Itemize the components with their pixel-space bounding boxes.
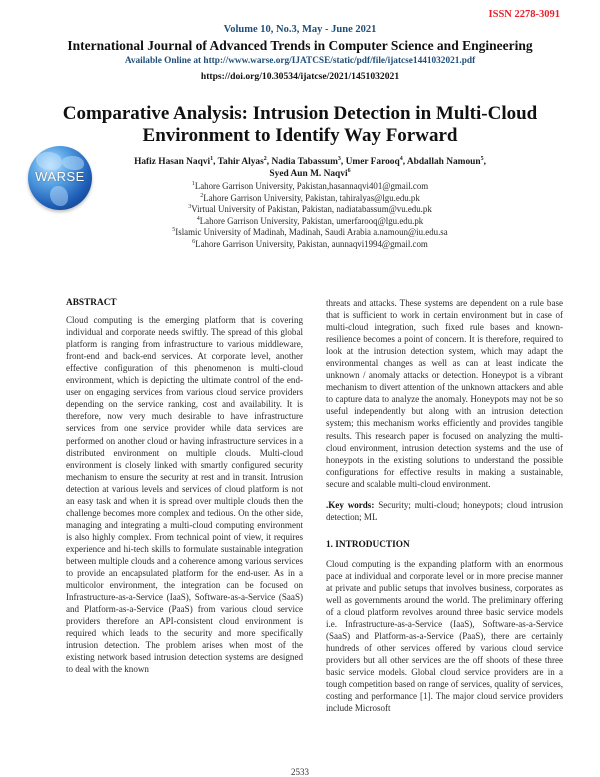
author-list: Hafiz Hasan Naqvi$^1$, Tahir Alyas$^2$, Nadia Tabassum$^3$, Umer Farooq$^4$, Abdallah Namoun$^5$, Syed Aun M. Naqvi$^6$ [134, 155, 486, 179]
author: Umer Farooq$^4$ [345, 155, 403, 167]
keywords [326, 499, 563, 523]
abstract-text-right: threats and attacks. These systems are dependent on a rule base that is sufficient to work in certain environment but in case of multi-cloud integration, such fixed rule bases and known-resilience becomes a point of concern. It is therefore, required to look at the intrusion detection system, which may adapt the environmental changes as well as can at least indicate the unknown / anomaly attacks or detection. Honeypot is a vibrant mechanism to divert attention of the unknown attackers and able to capture data to analyze the anomaly. Honeypots may not be so useful independently but along with an intrusion detection system; this mechanism works efficiently and provides tangible results. This research paper is focused on analyzing the multi-cloud environment, intrusion detection systems and the use of honeypots in the existing solutions to understand the possible configurations for effective results in making a sustainable, secure and scalable multi-cloud environment. [326, 298, 563, 489]
introduction-text: Cloud computing is the expanding platform with an enormous pace at individual and corporate level or in more precise manner at private and public setups that involves business, corporates as well as governments around the world. The preliminary offering of a cloud platform revolves around three basic service models i.e. Infrastructure-as-a-Service (IaaS), Software-as-a-Service (SaaS) and Platform-as-a-Service (PaaS), there are certainly hundreds of other services offered by various cloud service providers but all other services are the off shoots of these three basic service models. Global cloud service providers are in a tough competition based on range of services, quality of services, costing and performance [1]. The major cloud service providers include Microsoft [326, 558, 563, 714]
introduction-section [326, 539, 563, 715]
keywords-label: .Key words: [326, 499, 375, 510]
author: Syed Aun M. Naqvi$^6$ [269, 167, 351, 179]
author: Hafiz Hasan Naqvi$^1$ [134, 155, 214, 167]
affiliation: $^2$Lahore Garrison University, Pakistan, tahiralyas@lgu.edu.pk [200, 192, 420, 203]
right-column [326, 297, 563, 715]
affiliation: $^3$Virtual University of Pakistan, Pakistan, nadiatabassum@vu.edu.pk [188, 204, 432, 215]
warse-logo [28, 146, 92, 210]
author: Tahir Alyas$^2$ [217, 155, 267, 167]
introduction-heading: 1. INTRODUCTION [326, 539, 410, 550]
affiliation: $^1$Lahore Garrison University, Pakistan,hasannaqvi401@gmail.com [191, 181, 429, 191]
journal-name: International Journal of Advanced Trends in Computer Science and Engineering [67, 38, 533, 53]
affiliation-list [100, 181, 520, 251]
left-column [66, 297, 303, 675]
affiliation: $^6$Lahore Garrison University, Pakistan, aunnaqvi1994@gmail.com [192, 238, 428, 249]
abstract-text-left: Cloud computing is the emerging platform that is covering individual and corporate needs swiftly. The spread of this global platform is ranging from infrastructure to various middleware, front-end and back-end services. At corporate level, another effective configuration of this phenomenon is multi-cloud environment, which is depicting the ultimate control of the end-user on engaging services from various cloud service providers depending on the service ranking, cost and availability. It is therefore, now very much desirable to have infrastructure services from one service provider while data services are performed on another cloud or having infrastructure services in a distributed environment on multiple clouds. Multi-cloud environment is closely linked with smartly configured security mechanism to ensure the security at rest and in transit. Intrusion detection at various levels and services of cloud platform is not an easy task and when it is spread over multiple clouds then the challenge becomes more complex and tedious. On the other side, managing and integrating a multi-cloud computing environment is also highly complex. From technical point of view, it requires experience and hi-tech skills to formulate sustainable integration between multiple clouds and a coherence among various services to provide an encapsulated platform for the end-user. As in a multicolor environment, the integration can be focused on Infrastructure-as-a-Service (IaaS), Software-as-a-Service (SaaS) and Platform-as-a-Service (PaaS) from various cloud service providers therefore an API-consistent cloud environment is required which leads to the security and more specifically intrusion detection. The problem arises when most of the existing network based intrusion detection systems are designed to deal with the known [66, 315, 303, 675]
globe-icon [36, 152, 62, 170]
logo-text: WARSE [35, 169, 85, 184]
keywords-text: Security; multi-cloud; honeypots; cloud intrusion detection; ML [326, 499, 563, 522]
page-number: 2533 [291, 767, 309, 777]
paper-title: Comparative Analysis: Intrusion Detection in Multi-Cloud Environment to Identify Way Forward [62, 103, 538, 146]
abstract-heading: ABSTRACT [66, 298, 117, 308]
volume-info: Volume 10, No.3, May - June 2021 [223, 24, 377, 35]
issn-label: ISSN 2278-3091 [488, 9, 560, 20]
affiliation: $^5$Islamic University of Madinah, Madinah, Saudi Arabia a.namoun@iu.edu.sa [172, 227, 448, 238]
author: Abdallah Namoun$^5$ [406, 155, 484, 167]
doi-link[interactable]: https://doi.org/10.30534/ijatcse/2021/1451032021 [200, 71, 400, 82]
globe-land-shape [50, 186, 68, 206]
affiliation: $^4$Lahore Garrison University, Pakistan, umerfarooq@lgu.edu.pk [196, 215, 424, 226]
available-online-link[interactable]: Available Online at http://www.warse.org/IJATCSE/static/pdf/file/ijatcse1441032021.pdf [124, 56, 476, 66]
author: Nadia Tabassum$^3$ [271, 155, 341, 167]
globe-land-shape [62, 156, 84, 170]
